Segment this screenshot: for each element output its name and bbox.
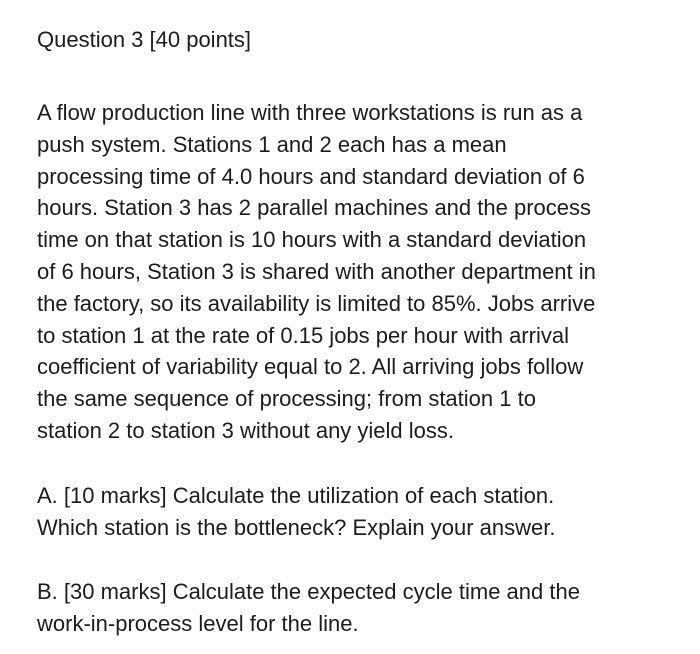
problem-statement — [37, 97, 677, 447]
problem-line: of 6 hours, Station 3 is shared with another department in — [37, 258, 596, 284]
problem-line: station 2 to station 3 without any yield loss. — [37, 417, 455, 443]
part-a-line: Which station is the bottleneck? Explain your answer. — [37, 514, 556, 540]
problem-line: coefficient of variability equal to 2. All arriving jobs follow — [37, 354, 584, 380]
problem-line: to station 1 at the rate of 0.15 jobs per hour with arrival — [37, 322, 569, 348]
part-b-line: B. [30 marks] Calculate the expected cycle time and the — [37, 579, 580, 605]
problem-line: hours. Station 3 has 2 parallel machines and the process — [37, 195, 591, 221]
part-a-question — [37, 480, 677, 544]
problem-line: time on that station is 10 hours with a standard deviation — [37, 227, 587, 253]
problem-line: push system. Stations 1 and 2 each has a mean — [37, 131, 507, 157]
problem-line: A flow production line with three workstations is run as a — [37, 100, 583, 125]
part-a-line: A. [10 marks] Calculate the utilization of each station. — [37, 482, 555, 508]
problem-line: the same sequence of processing; from station 1 to — [37, 386, 536, 412]
problem-line: the factory, so its availability is limited to 85%. Jobs arrive — [37, 290, 596, 316]
question-title: Question 3 [40 points] — [37, 27, 252, 52]
problem-line: processing time of 4.0 hours and standard deviation of 6 — [37, 163, 585, 189]
part-b-line: work-in-process level for the line. — [37, 611, 359, 637]
question-page — [37, 24, 677, 640]
part-b-question — [37, 576, 677, 640]
